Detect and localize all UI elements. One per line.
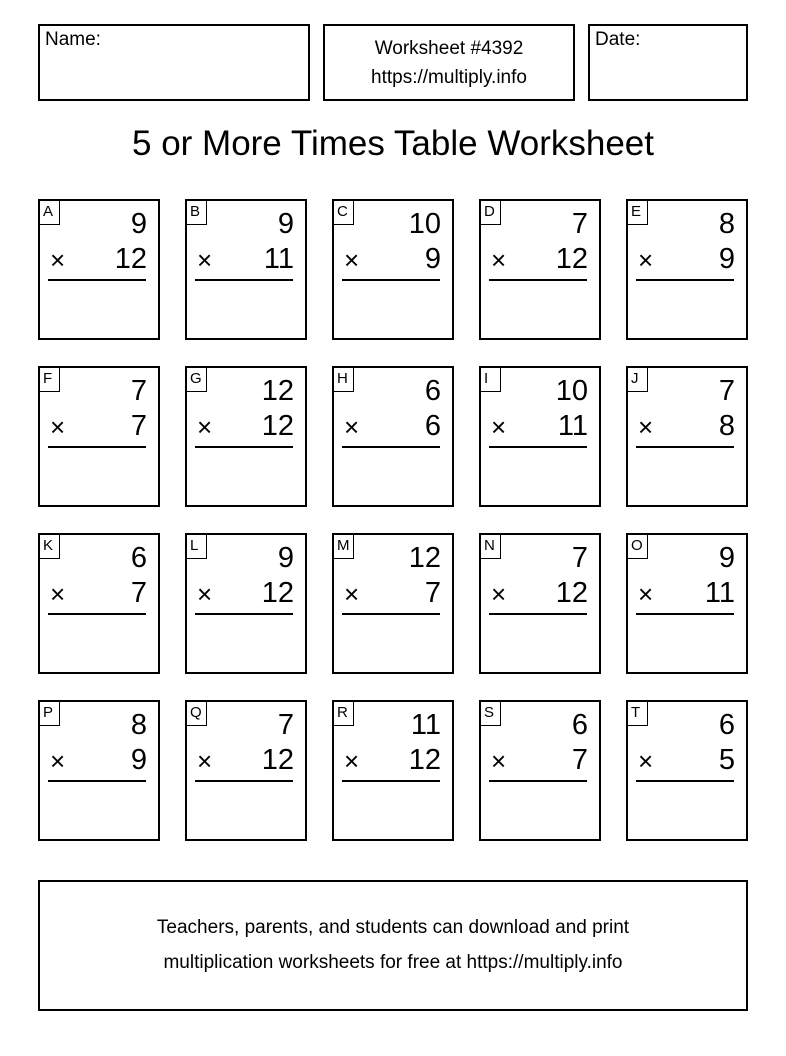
multiplier: 7	[571, 744, 588, 776]
problem-label: O	[628, 535, 648, 559]
multiplier: 9	[130, 744, 147, 776]
problem-label: R	[334, 702, 354, 726]
multiplicand: 7	[130, 375, 147, 407]
footer-box	[38, 880, 748, 1011]
multiplicand: 12	[408, 542, 441, 574]
worksheet-title: 5 or More Times Table Worksheet	[132, 124, 654, 163]
answer-line	[195, 780, 293, 782]
multiplicand: 6	[718, 709, 735, 741]
problem-card[interactable]	[185, 700, 307, 841]
problem-label: D	[481, 201, 501, 225]
answer-line	[489, 780, 587, 782]
times-sign: ×	[638, 746, 654, 776]
answer-line	[342, 613, 440, 615]
times-sign: ×	[491, 245, 507, 275]
times-sign: ×	[50, 579, 66, 609]
date-label: Date:	[595, 29, 641, 50]
multiplicand: 6	[424, 375, 441, 407]
multiplier: 7	[424, 577, 441, 609]
multiplicand: 9	[718, 542, 735, 574]
multiplicand: 7	[571, 542, 588, 574]
problem-card[interactable]	[185, 366, 307, 507]
problem-card[interactable]	[626, 533, 748, 674]
problem-card[interactable]	[38, 199, 160, 340]
answer-line	[48, 279, 146, 281]
times-sign: ×	[491, 746, 507, 776]
problem-label: B	[187, 201, 207, 225]
problem-label: F	[40, 368, 60, 392]
times-sign: ×	[638, 579, 654, 609]
problem-label: C	[334, 201, 354, 225]
times-sign: ×	[491, 579, 507, 609]
times-sign: ×	[197, 245, 213, 275]
problem-card[interactable]	[479, 199, 601, 340]
multiplicand: 7	[571, 208, 588, 240]
problem-card[interactable]	[479, 366, 601, 507]
problem-card[interactable]	[185, 199, 307, 340]
date-field[interactable]	[588, 24, 748, 101]
times-sign: ×	[638, 412, 654, 442]
times-sign: ×	[344, 579, 360, 609]
multiplicand: 11	[410, 709, 441, 741]
answer-line	[636, 613, 734, 615]
answer-line	[342, 780, 440, 782]
multiplier: 11	[263, 243, 294, 275]
multiplier: 12	[114, 243, 147, 275]
times-sign: ×	[344, 412, 360, 442]
problem-label: E	[628, 201, 648, 225]
answer-line	[489, 613, 587, 615]
name-label: Name:	[45, 29, 101, 50]
problem-card[interactable]	[38, 700, 160, 841]
problem-card[interactable]	[479, 700, 601, 841]
multiplicand: 9	[277, 542, 294, 574]
answer-line	[48, 613, 146, 615]
problem-card[interactable]	[479, 533, 601, 674]
times-sign: ×	[638, 245, 654, 275]
worksheet-info-box	[323, 24, 575, 101]
multiplicand: 9	[130, 208, 147, 240]
problem-label: N	[481, 535, 501, 559]
times-sign: ×	[50, 412, 66, 442]
multiplier: 9	[718, 243, 735, 275]
multiplier: 5	[718, 744, 735, 776]
problem-label: I	[481, 368, 501, 392]
problem-label: Q	[187, 702, 207, 726]
multiplier: 11	[704, 577, 735, 609]
multiplicand: 6	[571, 709, 588, 741]
times-sign: ×	[344, 746, 360, 776]
multiplicand: 6	[130, 542, 147, 574]
problem-card[interactable]	[38, 366, 160, 507]
answer-line	[489, 279, 587, 281]
answer-line	[636, 446, 734, 448]
problem-label: T	[628, 702, 648, 726]
answer-line	[48, 780, 146, 782]
answer-line	[195, 279, 293, 281]
problem-card[interactable]	[626, 366, 748, 507]
multiplier: 9	[424, 243, 441, 275]
multiplier: 12	[555, 243, 588, 275]
answer-line	[489, 446, 587, 448]
problem-label: G	[187, 368, 207, 392]
answer-line	[195, 613, 293, 615]
answer-line	[195, 446, 293, 448]
worksheet-number: Worksheet #4392	[374, 38, 524, 59]
worksheet-url: https://multiply.info	[371, 67, 527, 88]
multiplicand: 7	[277, 709, 294, 741]
times-sign: ×	[197, 412, 213, 442]
multiplier: 12	[261, 410, 294, 442]
answer-line	[636, 279, 734, 281]
problem-label: A	[40, 201, 60, 225]
problem-card[interactable]	[38, 533, 160, 674]
times-sign: ×	[197, 579, 213, 609]
answer-line	[48, 446, 146, 448]
multiplier: 7	[130, 577, 147, 609]
problem-label: P	[40, 702, 60, 726]
problem-label: S	[481, 702, 501, 726]
multiplier: 8	[718, 410, 735, 442]
footer-line-2: multiplication worksheets for free at https://multiply.info	[163, 952, 623, 973]
times-sign: ×	[50, 245, 66, 275]
problem-label: K	[40, 535, 60, 559]
problem-card[interactable]	[332, 366, 454, 507]
problem-card[interactable]	[332, 533, 454, 674]
times-sign: ×	[344, 245, 360, 275]
multiplicand: 7	[718, 375, 735, 407]
multiplicand: 8	[718, 208, 735, 240]
multiplicand: 12	[261, 375, 294, 407]
problem-label: M	[334, 535, 354, 559]
multiplier: 12	[408, 744, 441, 776]
multiplier: 6	[424, 410, 441, 442]
problem-card[interactable]	[626, 199, 748, 340]
multiplier: 12	[555, 577, 588, 609]
multiplier: 11	[557, 410, 588, 442]
multiplier: 12	[261, 744, 294, 776]
footer-line-1: Teachers, parents, and students can download and print	[156, 917, 630, 938]
times-sign: ×	[491, 412, 507, 442]
multiplicand: 9	[277, 208, 294, 240]
multiplicand: 10	[408, 208, 441, 240]
problem-card[interactable]	[332, 700, 454, 841]
problem-label: L	[187, 535, 207, 559]
problem-label: H	[334, 368, 354, 392]
problem-card[interactable]	[626, 700, 748, 841]
multiplicand: 8	[130, 709, 147, 741]
problem-card[interactable]	[332, 199, 454, 340]
name-field[interactable]	[38, 24, 310, 101]
times-sign: ×	[50, 746, 66, 776]
answer-line	[636, 780, 734, 782]
multiplier: 7	[130, 410, 147, 442]
multiplicand: 10	[555, 375, 588, 407]
times-sign: ×	[197, 746, 213, 776]
answer-line	[342, 279, 440, 281]
problem-label: J	[628, 368, 648, 392]
multiplier: 12	[261, 577, 294, 609]
answer-line	[342, 446, 440, 448]
problem-card[interactable]	[185, 533, 307, 674]
